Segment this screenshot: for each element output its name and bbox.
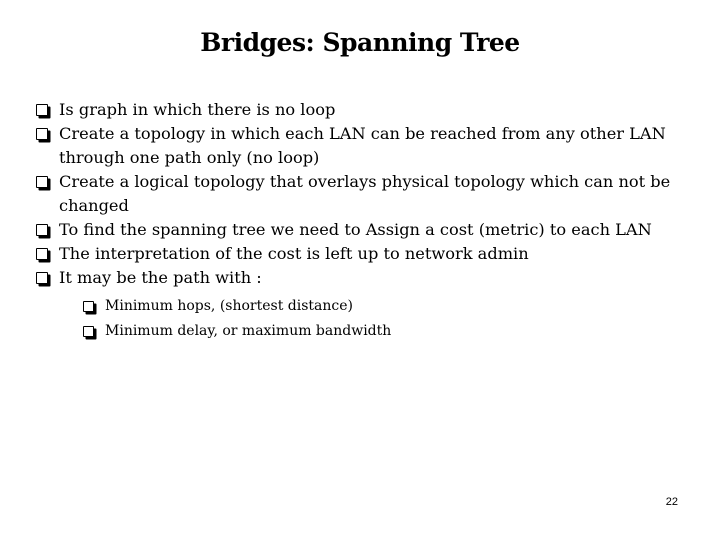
bullet-text: Is graph in which there is no loop xyxy=(59,100,336,119)
sub-bullet-list xyxy=(81,294,716,344)
slide-title: Bridges: Spanning Tree xyxy=(200,28,520,57)
bullet-text: To find the spanning tree we need to Assign a cost (metric) to each LAN xyxy=(59,220,652,239)
sub-bullet-text: Minimum delay, or maximum bandwidth xyxy=(105,323,392,339)
hollow-square-bullet-icon xyxy=(36,248,48,260)
hollow-square-bullet-icon xyxy=(83,301,94,312)
hollow-square-bullet-icon xyxy=(36,176,48,188)
bullet-item xyxy=(34,122,694,170)
bullet-text: It may be the path with : xyxy=(59,268,262,287)
sub-bullet-item xyxy=(81,319,716,344)
hollow-square-bullet-icon xyxy=(83,326,94,337)
sub-bullet-item xyxy=(81,294,716,319)
hollow-square-bullet-icon xyxy=(36,104,48,116)
hollow-square-bullet-icon xyxy=(36,224,48,236)
bullet-list xyxy=(34,98,694,344)
page-number: 22 xyxy=(665,496,678,508)
bullet-item xyxy=(34,170,694,218)
hollow-square-bullet-icon xyxy=(36,128,48,140)
bullet-text: Create a logical topology that overlays physical topology which can not be changed xyxy=(59,172,671,215)
hollow-square-bullet-icon xyxy=(36,272,48,284)
bullet-item xyxy=(34,98,694,122)
bullet-item xyxy=(34,266,694,344)
bullet-item xyxy=(34,242,694,266)
bullet-text: The interpretation of the cost is left up to network admin xyxy=(59,244,529,263)
bullet-text: Create a topology in which each LAN can be reached from any other LAN through one path only (no loop) xyxy=(59,124,666,167)
sub-bullet-text: Minimum hops, (shortest distance) xyxy=(105,298,353,314)
bullet-item xyxy=(34,218,694,242)
